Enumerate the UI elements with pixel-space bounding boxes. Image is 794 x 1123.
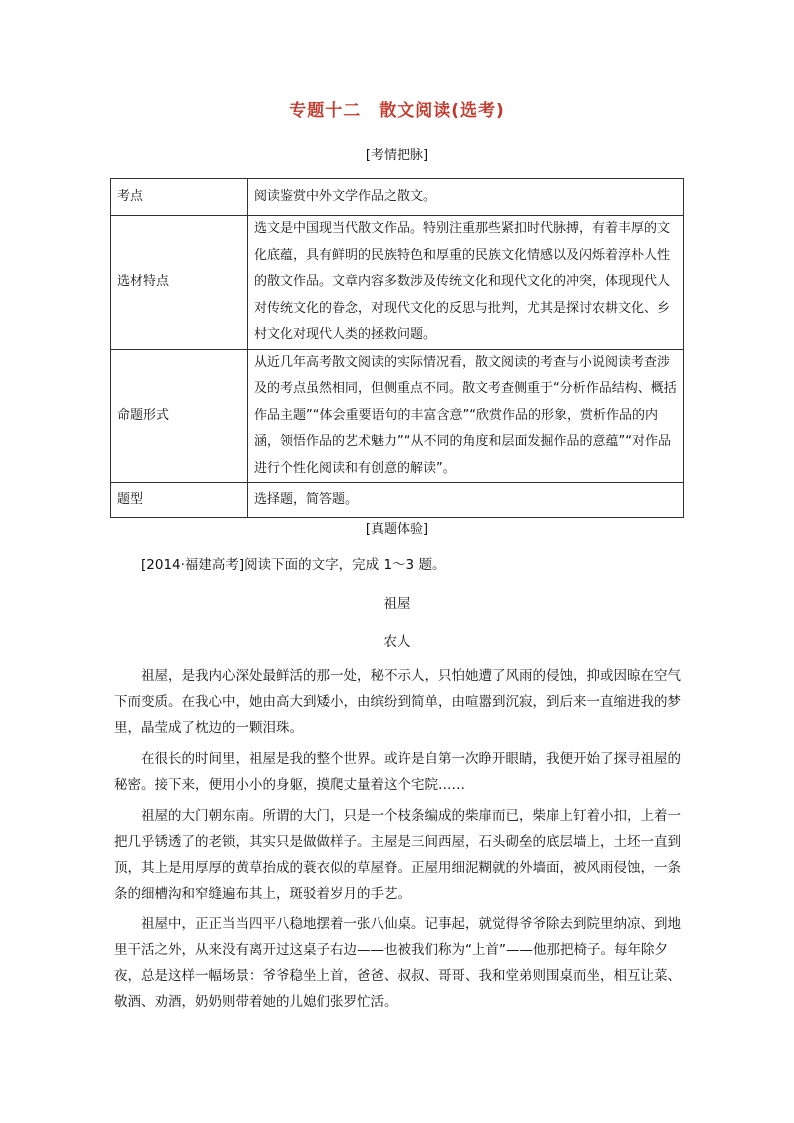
section-heading-profile: [考情把脉] [365,148,429,163]
table-value-cell: 选文是中国现当代散文作品。特别注重那些紧扣时代脉搏，有着丰厚的文化底蕴，具有鲜明的民族特色和厚重的民族文化情感以及闪烁着淳朴人性的散文作品。文章内容多数涉及传统文化和现代文化的冲突，体现现代人对传统文化的眷念，对现代文化的反思与批判，尤其是探讨农耕文化、乡村文化对现代人类的拯救问题。 [248,216,684,350]
page-title: 专题十二 散文阅读(选考) [289,101,505,121]
article-author: 农人 [383,634,411,650]
section-heading-exam: [真题体验] [365,522,429,537]
table-row [111,349,684,483]
table-key-cell: 题型 [111,483,248,518]
paragraph: 祖屋中，正正当当四平八稳地摆着一张八仙桌。记事起，就觉得爷爷除去到院里纳凉、到地里干活之外，从来没有离开过这桌子右边——也被我们称为“上首”——他那把椅子。每年除夕夜，总是这样一幅场景：爷爷稳坐上首，爸爸、叔叔、哥哥、我和堂弟则围桌而坐，相互让菜、敬酒、劝酒，奶奶则带着她的儿媳们张罗忙活。 [114,916,681,1010]
paragraph: 祖屋的大门朝东南。所谓的大门，只是一个枝条编成的柴扉而已，柴扉上钉着小扣，上着一把几乎锈透了的老锁，其实只是做做样子。主屋是三间西屋，石头砌垒的底层墙上，土坯一直到顶，其上是用厚厚的黄草抬成的蓑衣似的草屋脊。正屋用细泥糊就的外墙面，被风雨侵蚀，一条条的细槽沟和窄缝遍布其上，斑驳着岁月的手艺。 [114,808,681,902]
paragraph: 祖屋，是我内心深处最鲜活的那一处，秘不示人，只怕她遭了风雨的侵蚀，抑或因晾在空气下而变质。在我心中，她由高大到矮小，由缤纷到简单，由喧嚣到沉寂，到后来一直缩进我的梦里，晶莹成了枕边的一颗泪珠。 [114,668,681,736]
table-row [111,216,684,350]
table-row [111,483,684,518]
table-key-cell: 命题形式 [111,349,248,483]
exam-profile-table [110,178,684,518]
table-key-cell: 考点 [111,179,248,216]
table-value-cell: 阅读鉴赏中外文学作品之散文。 [248,179,684,216]
paragraph: 在很长的时间里，祖屋是我的整个世界。或许是自第一次睁开眼睛，我便开始了探寻祖屋的秘密。接下来，便用小小的身躯，摸爬丈量着这个宅院…… [114,751,681,793]
article-title: 祖屋 [383,596,411,612]
table-value-cell: 选择题，简答题。 [248,483,684,518]
instruction-text: [2014·福建高考]阅读下面的文字，完成 1～3 题。 [141,557,446,573]
table-value-cell: 从近几年高考散文阅读的实际情况看，散文阅读的考查与小说阅读考查涉及的考点虽然相同，但侧重点不同。散文考查侧重于“分析作品结构、概括作品主题”“体会重要语句的丰富含意”“欣赏作品的形象，赏析作品的内涵，领悟作品的艺术魅力”“从不同的角度和层面发掘作品的意蕴”“对作品进行个性化阅读和有创意的解读”。 [248,349,684,483]
table-key-cell: 选材特点 [111,216,248,350]
table-row [111,179,684,216]
